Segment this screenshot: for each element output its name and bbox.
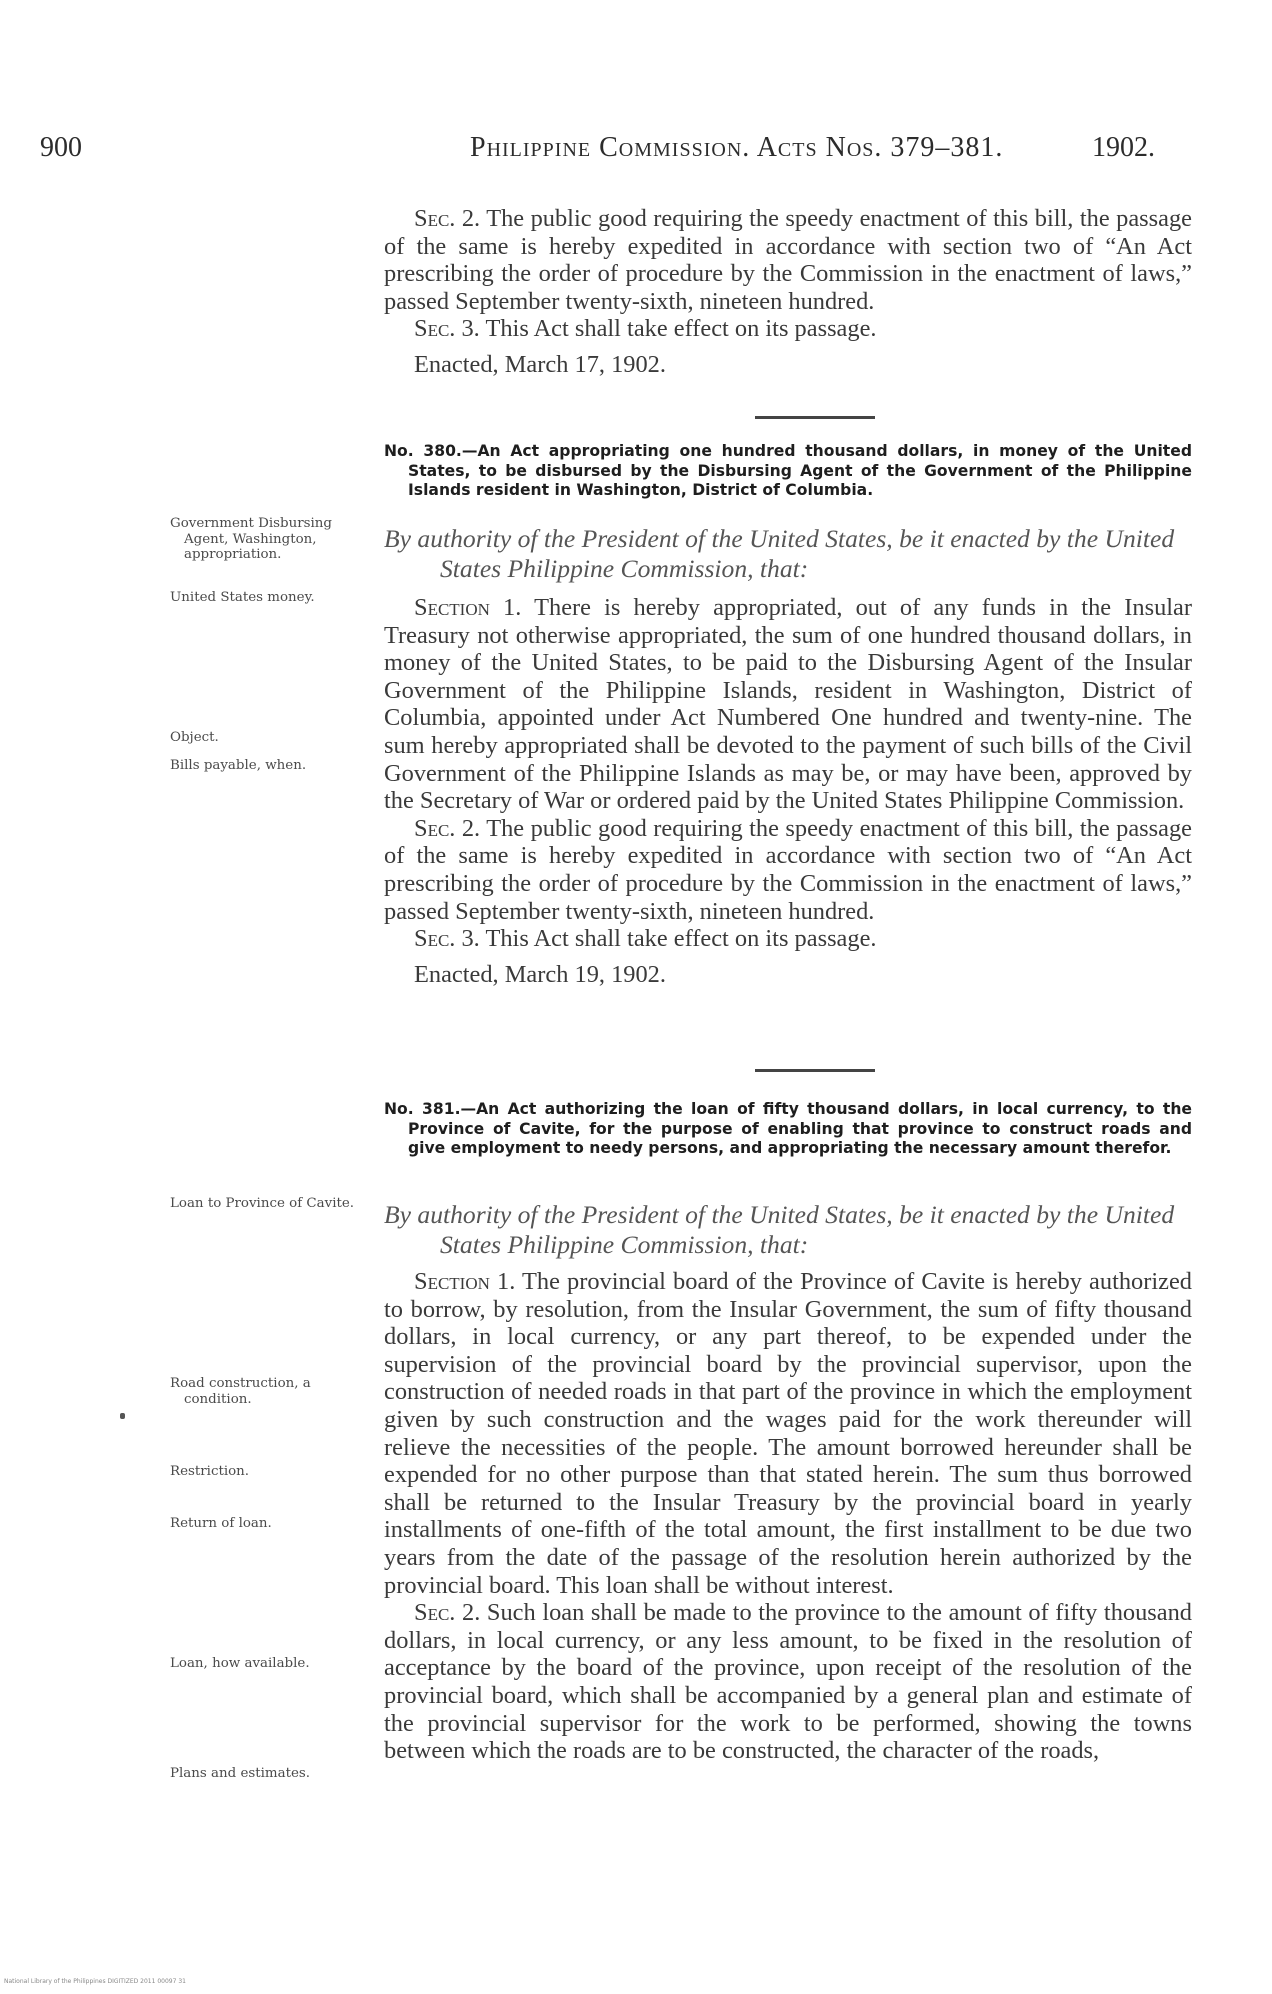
act380-title: No. 380.—An Act appropriating one hundred thousand dollars, in money of the United States, to be disbursed by the Disbursing Agent of the Government of the Philippine Islands resident in Washington, District of Columbia.: [384, 442, 1192, 499]
act379-enacted: Enacted, March 17, 1902.: [414, 350, 666, 378]
section-rule: [755, 416, 875, 419]
side-note: Restriction.: [170, 1464, 250, 1479]
ink-mark: [120, 1413, 125, 1419]
act381-sec2: Sec. 2. Such loan shall be made to the province to the amount of fifty thousand dollars, in local currency, or any less amount, to be fixed in the resolution of acceptance by the board of the province, upon receipt of the resolution of the provincial board, which shall be accompanied by a general plan and estimate of the provincial supervisor for the work to be performed, showing the towns between which the roads are to be constructed, the character of the roads,: [384, 1599, 1192, 1765]
act380-sec2: Sec. 2. The public good requiring the speedy enactment of this bill, the passage of the same is hereby expedited in accordance with section two of “An Act prescribing the order of procedure by the Commission in the enactment of laws,” passed September twenty-sixth, nineteen hundred.: [384, 814, 1192, 925]
side-note: Loan, how available.: [170, 1656, 310, 1671]
side-note: Plans and estimates.: [170, 1766, 311, 1781]
act380-body: [384, 594, 1192, 988]
act379-sec2: Sec. 2. The public good requiring the speedy enactment of this bill, the passage of the same is hereby expedited in accordance with section two of “An Act prescribing the order of procedure by the Commission in the enactment of laws,” passed September twenty-sixth, nineteen hundred.: [384, 205, 1192, 315]
side-note: Road construction, a condition.: [170, 1376, 311, 1407]
page-number: 900: [40, 132, 82, 163]
side-note: Object.: [170, 730, 219, 745]
act379-sec3: Sec. 3. This Act shall take effect on its passage.: [414, 315, 877, 343]
side-note: Bills payable, when.: [170, 758, 307, 773]
running-title: Philippine Commission. Acts Nos. 379–381.: [470, 132, 1004, 163]
act379-tail: [384, 205, 1192, 379]
side-note: Return of loan.: [170, 1516, 272, 1531]
side-note: Loan to Province of Cavite.: [170, 1196, 355, 1211]
side-note: Government Disbursing Agent, Washington, appropriation.: [170, 516, 332, 562]
act380-enacting-clause: By authority of the President of the United States, be it enacted by the United States Philippine Commission, that:: [384, 524, 1175, 583]
act381-title: No. 381.—An Act authorizing the loan of fifty thousand dollars, in local currency, to the Province of Cavite, for the purpose of enabling that province to construct roads and give employment to needy persons, and appropriating the necessary amount therefor.: [384, 1100, 1192, 1157]
act380-sec3: Sec. 3. This Act shall take effect on its passage.: [414, 925, 877, 953]
act381-enacting-clause: By authority of the President of the United States, be it enacted by the United States Philippine Commission, that:: [384, 1200, 1175, 1259]
act381-body: [384, 1268, 1192, 1765]
section-rule: [755, 1069, 875, 1072]
act380-enacted: Enacted, March 19, 1902.: [414, 960, 666, 988]
header-year: 1902.: [1092, 132, 1155, 163]
side-note: United States money.: [170, 590, 315, 605]
act380-sec1: Section 1. There is hereby appropriated, out of any funds in the Insular Treasury not otherwise appropriated, the sum of one hundred thousand dollars, in money of the United States, to be paid to the Disbursing Agent of the Insular Government of the Philippine Islands, resident in Washington, District of Columbia, appointed under Act Numbered One hundred and twenty-nine. The sum hereby appropriated shall be devoted to the payment of such bills of the Civil Government of the Philippine Islands as may be, or may have been, approved by the Secretary of War or ordered paid by the United States Philippine Commission.: [384, 594, 1192, 815]
footer-credit: National Library of the Philippines DIGITIZED 2011 00097 31: [4, 1978, 186, 1985]
act381-sec1: Section 1. The provincial board of the Province of Cavite is hereby authorized to borrow, by resolution, from the Insular Government, the sum of fifty thousand dollars, in local currency, or any part thereof, to be expended under the supervision of the provincial board by the provincial supervisor, upon the construction of needed roads in that part of the province in which the employment given by such construction and the wages paid for the work thereunder will relieve the necessities of the people. The amount borrowed hereunder shall be expended for no other purpose than that stated herein. The sum thus borrowed shall be returned to the Insular Treasury by the provincial board in yearly installments of one-fifth of the total amount, the first installment to be due two years from the date of the passage of the resolution herein authorized by the provincial board. This loan shall be without interest.: [384, 1268, 1192, 1599]
page-header: [40, 132, 1155, 172]
